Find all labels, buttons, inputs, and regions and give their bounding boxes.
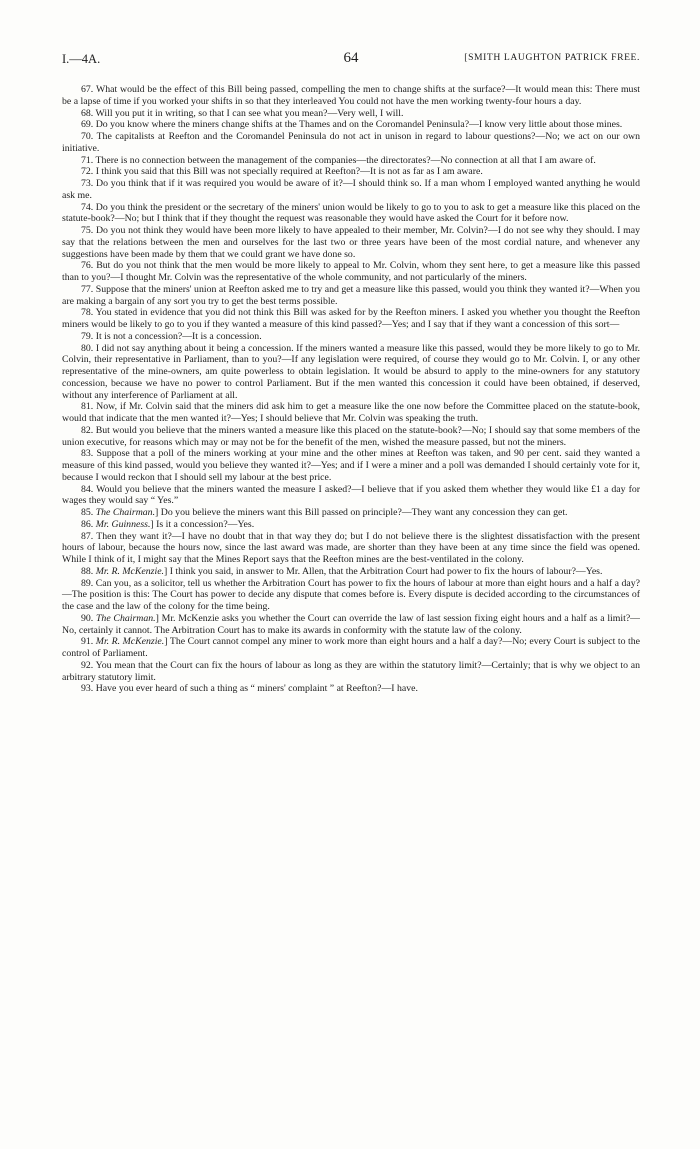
question-answer-paragraph: 91. Mr. R. McKenzie.] The Court cannot compel any miner to work more than eight hours and a half a day?—No; every Court is subject to the control of Parliament. bbox=[62, 636, 641, 659]
speaker-name: Mr. Guinness. bbox=[95, 518, 151, 530]
testimony-body bbox=[62, 84, 640, 695]
question-answer-paragraph: 76. But do you not think that the men would be more likely to appeal to Mr. Colvin, whom they sent here, to get a measure like this passed than to you?—I thought Mr. Colvin was the representative of the whole community, and not particularly of the miners. bbox=[62, 260, 640, 283]
question-answer-paragraph: 75. Do you not think they would have been more likely to have appealed to their member, Mr. Colvin?—I do not see why they should. I may say that the relations between the men and ourselves for the last two or three years have been of the most cordial nature, and whenever any suggestions have been made by them that we could grant we have done so. bbox=[62, 225, 640, 260]
question-answer-paragraph: 69. Do you know where the miners change shifts at the Thames and on the Coromandel Peninsula?—I know very little about those mines. bbox=[81, 119, 623, 131]
question-answer-paragraph: 86. Mr. Guinness.] Is it a concession?—Yes. bbox=[81, 518, 255, 530]
page-number: 64 bbox=[343, 50, 359, 66]
question-answer-paragraph: 84. Would you believe that the miners wanted the measure I asked?—I believe that if you asked them whether they would like £1 a day for wages they would say “ Yes.” bbox=[62, 483, 640, 507]
question-answer-paragraph: 77. Suppose that the miners' union at Reefton asked me to try and get a measure like this passed, would you think they wanted it?—When you are making a bargain of any sort you try to get the best terms possible. bbox=[62, 283, 640, 307]
speaker-name: The Chairman. bbox=[95, 612, 156, 624]
question-answer-paragraph: 93. Have you ever heard of such a thing as “ miners' complaint ” at Reefton?—I have. bbox=[81, 683, 418, 695]
question-answer-paragraph: 82. But would you believe that the miners wanted a measure like this placed on the statute-book?—No; I should say that some members of the union executive, for reasons which may or may not be for the benefit of the men, wished the measure passed, but not the miners. bbox=[62, 424, 640, 448]
question-answer-paragraph: 81. Now, if Mr. Colvin said that the miners did ask him to get a measure like the one now before the Committee placed on the statute-book, would that indicate that the men wanted it?—Yes; I should believe that Mr. Colvin was speaking the truth. bbox=[62, 401, 640, 424]
question-answer-paragraph: 73. Do you think that if it was required you would be aware of it?—I should think so. If a man whom I employed wanted anything he would ask me. bbox=[62, 178, 640, 201]
question-answer-paragraph: 90. The Chairman.] Mr. McKenzie asks you whether the Court can override the law of last session fixing eight hours and a half as a limit?—No, certainly it cannot. The Arbitration Court has to make its awards in conformity with the statute law of the colony. bbox=[62, 612, 640, 636]
witness-names: [SMITH LAUGHTON PATRICK FREE. bbox=[464, 52, 640, 63]
speaker-name: Mr. R. McKenzie. bbox=[95, 565, 164, 577]
question-answer-paragraph: 74. Do you think the president or the secretary of the miners' union would be likely to go to you to ask to get a measure like this placed on the statute-book?—No; but I think that if they thought the request was reasonable they would have asked the Court for it before now. bbox=[62, 201, 640, 225]
question-answer-paragraph: 79. It is not a concession?—It is a concession. bbox=[81, 330, 262, 342]
question-answer-paragraph: 72. I think you said that this Bill was not specially required at Reefton?—It is not as far as I am aware. bbox=[81, 166, 483, 178]
page-header bbox=[62, 52, 640, 72]
question-answer-paragraph: 80. I did not say anything about it being a concession. If the miners wanted a measure like this passed, would they be more likely to go to Mr. Colvin, their representative in Parliament, than to you?—If any legislation were required, of course they would go to Mr. Colvin. I, or any other representative of the mine-owners, am quite powerless to obtain legislation. It would be absurd to apply to the mine-owners for any statutory concession, because we have no power to control Parliament. But if the men wanted this concession it could have been obtained, if deserved, without any interference of Parliament at all. bbox=[62, 342, 640, 401]
speaker-name: The Chairman. bbox=[95, 507, 156, 518]
question-answer-paragraph: 67. What would be the effect of this Bill being passed, compelling the men to change shifts at the surface?—It would mean this: There must be a lapse of time if you worked your shifts in so that they interleaved You could not have the men working twenty-four hours a day. bbox=[62, 84, 640, 107]
question-answer-paragraph: 78. You stated in evidence that you did not think this Bill was asked for by the Reefton miners. I asked you whether you thought the Reefton miners would be likely to go to you if they wanted a measure of this kind passed?—Yes; and I say that if they want a concession of this sort— bbox=[62, 307, 640, 330]
question-answer-paragraph: 92. You mean that the Court can fix the hours of labour as long as they are within the statutory limit?—Certainly; that is why we object to an arbitrary statutory limit. bbox=[62, 659, 640, 683]
question-answer-paragraph: 87. Then they want it?—I have no doubt that in that way they do; but I do not believe there is the slightest dissatisfaction with the present hours of labour, because the hours now, since the last award was made, are shorter than they have been at any time since the field was opened. While I think of it, I might say that the Mines Report says that the Reefton mines are the best-ventilated in the colony. bbox=[62, 530, 640, 565]
question-answer-paragraph: 89. Can you, as a solicitor, tell us whether the Arbitration Court has power to fix the hours of labour at more than eight hours and a half a day?—The position is this: The Court has power to decide any dispute that comes before is. Every dispute is decided according to the circumstances of the case and the law of the colony for the time being. bbox=[62, 577, 640, 612]
paper-reference: I.—4A. bbox=[62, 52, 101, 66]
question-answer-paragraph: 71. There is no connection between the management of the companies—the directorates?—No connection at all that I am aware of. bbox=[81, 154, 596, 166]
speaker-name: Mr. R. McKenzie. bbox=[95, 636, 165, 648]
question-answer-paragraph: 68. Will you put it in writing, so that I can see what you mean?—Very well, I will. bbox=[81, 107, 404, 119]
question-answer-paragraph: 83. Suppose that a poll of the miners working at your mine and the other mines at Reefton was taken, and 90 per cent. said they wanted a measure of this kind passed, would you believe they wanted it?—Yes; and if I were a miner and a poll was demanded I should certainly vote for it, because I would reckon that I should sell my labour at the best price. bbox=[62, 448, 640, 483]
question-answer-paragraph: 88. Mr. R. McKenzie.] I think you said, in answer to Mr. Allen, that the Arbitration Court had power to fix the hours of labour?—Yes. bbox=[81, 565, 603, 577]
question-answer-paragraph: 70. The capitalists at Reefton and the Coromandel Peninsula do not act in unison in regard to labour questions?—No; we act on our own initiative. bbox=[62, 131, 640, 154]
question-answer-paragraph: 85. The Chairman.] Do you believe the miners want this Bill passed on principle?—They want any concession they can get. bbox=[81, 507, 568, 518]
